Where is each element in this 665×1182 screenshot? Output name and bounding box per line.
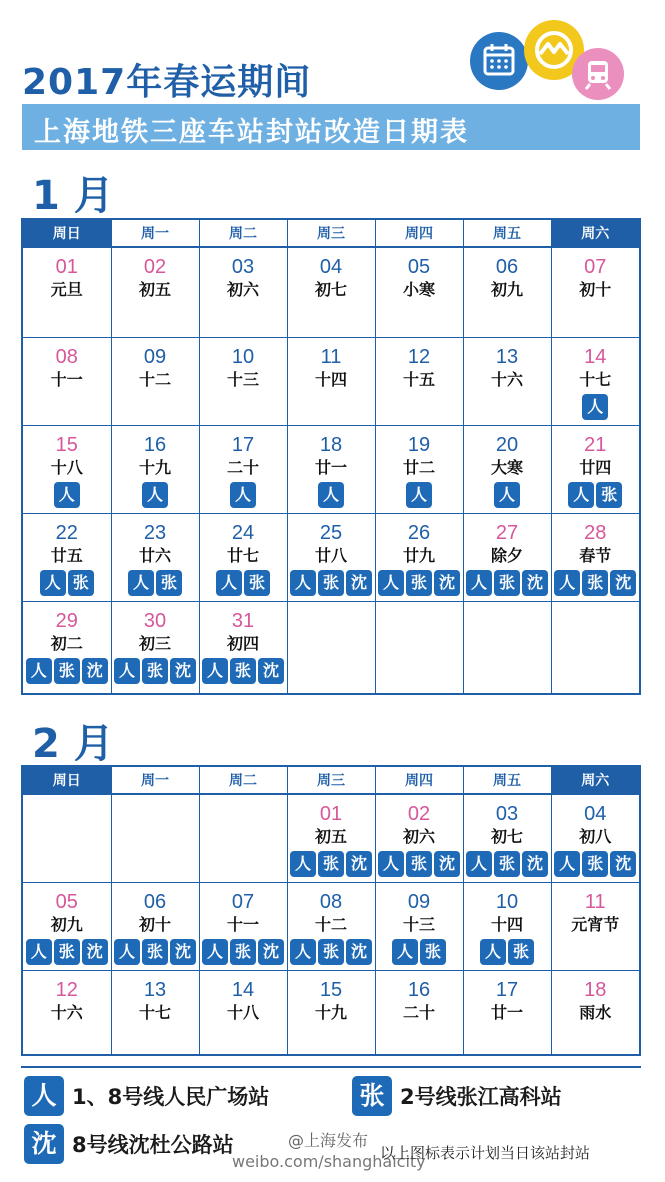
lunar-date: 十七	[138, 1002, 171, 1022]
closure-tags	[23, 658, 111, 684]
lunar-date: 十九	[138, 457, 171, 477]
day-number: 26	[407, 521, 431, 544]
week-row	[23, 513, 639, 601]
station-closure-tag: 人	[54, 482, 80, 508]
closure-tags	[288, 482, 375, 508]
day-cell	[199, 425, 287, 513]
lunar-date: 初九	[490, 280, 523, 299]
lunar-date: 初六	[226, 280, 259, 299]
weekday-header: 周三	[287, 767, 375, 794]
weekday-header: 周六	[551, 767, 639, 794]
day-cell	[111, 970, 199, 1054]
day-number: 23	[143, 521, 167, 544]
station-closure-tag: 人	[26, 939, 52, 965]
footnote: 以上图标表示计划当日该站封站	[380, 1144, 591, 1162]
subtitle-bar	[22, 104, 640, 150]
day-cell	[375, 337, 463, 425]
day-cell	[111, 513, 199, 601]
lunar-date: 十七	[579, 369, 612, 389]
legend-zhangjiang	[352, 1076, 562, 1116]
station-closure-tag: 人	[554, 570, 580, 596]
day-cell	[287, 794, 375, 882]
day-number: 04	[319, 256, 343, 278]
day-number: 06	[495, 256, 519, 278]
day-number: 02	[143, 256, 167, 278]
day-cell	[23, 970, 111, 1054]
lunar-date: 廿七	[226, 545, 259, 565]
calendar-icon	[470, 32, 528, 90]
day-number: 10	[495, 890, 519, 913]
lunar-date: 除夕	[490, 545, 523, 565]
day-number: 20	[495, 433, 519, 456]
legend-zhangjiang-text: 2号线张江高科站	[400, 1085, 562, 1109]
station-closure-tag: 人	[378, 570, 404, 596]
day-number: 03	[231, 256, 255, 278]
page-title: 2017年春运期间	[22, 62, 312, 103]
day-cell	[463, 970, 551, 1054]
station-closure-tag: 张	[406, 851, 432, 877]
closure-tags	[288, 939, 375, 965]
station-closure-tag: 张	[406, 570, 432, 596]
day-number: 01	[319, 803, 343, 825]
day-number: 06	[143, 890, 167, 913]
day-cell	[375, 425, 463, 513]
day-cell	[463, 247, 551, 337]
lunar-date: 初七	[314, 280, 347, 299]
day-cell	[375, 882, 463, 970]
lunar-date: 十三	[402, 914, 435, 934]
lunar-date: 廿六	[138, 545, 171, 565]
station-closure-tag: 人	[466, 851, 492, 877]
day-cell	[287, 513, 375, 601]
day-number: 15	[55, 433, 78, 456]
day-number: 16	[407, 978, 431, 1001]
day-number: 08	[55, 345, 78, 368]
day-number: 10	[231, 345, 255, 368]
day-cell	[199, 601, 287, 693]
station-closure-tag: 张	[582, 570, 608, 596]
day-cell	[199, 970, 287, 1054]
lunar-date: 十一	[226, 914, 259, 934]
station-closure-tag: 人	[406, 482, 432, 508]
station-closure-tag: 人	[202, 939, 228, 965]
closure-tags	[112, 939, 199, 965]
lunar-date: 初三	[138, 633, 171, 653]
day-cell	[551, 337, 639, 425]
weekday-header: 周一	[111, 767, 199, 794]
closure-tags	[288, 570, 375, 596]
station-closure-tag: 张	[318, 939, 344, 965]
day-cell	[199, 513, 287, 601]
train-icon	[572, 48, 624, 100]
legend-renmin-square	[24, 1076, 269, 1116]
closure-tags	[376, 851, 463, 877]
day-number: 17	[495, 978, 519, 1001]
day-number: 16	[143, 433, 167, 456]
station-closure-tag: 沈	[434, 851, 460, 877]
day-number: 11	[584, 890, 606, 913]
station-closure-tag: 张	[68, 570, 94, 596]
lunar-date: 廿一	[314, 457, 347, 477]
closure-tags	[464, 570, 551, 596]
day-cell	[463, 425, 551, 513]
lunar-date: 二十	[226, 457, 259, 477]
day-cell	[375, 513, 463, 601]
station-closure-tag: 张	[508, 939, 534, 965]
watermark-url: weibo.com/shanghaicity	[232, 1152, 426, 1171]
closure-tags	[200, 570, 287, 596]
day-number: 07	[584, 256, 607, 278]
day-cell	[287, 882, 375, 970]
lunar-date: 初十	[579, 280, 612, 299]
lunar-date: 二十	[402, 1002, 435, 1022]
month-title-january: 1 月	[32, 173, 114, 219]
day-cell	[551, 882, 639, 970]
lunar-date: 十二	[138, 369, 171, 389]
day-cell	[23, 337, 111, 425]
empty-day-cell	[375, 601, 463, 693]
empty-day-cell	[199, 794, 287, 882]
day-number: 15	[319, 978, 343, 1001]
station-closure-tag: 人	[290, 570, 316, 596]
weekday-header: 周日	[23, 220, 111, 247]
lunar-date: 初四	[226, 633, 259, 653]
station-closure-tag: 张	[318, 851, 344, 877]
day-cell	[23, 601, 111, 693]
station-closure-tag: 沈	[258, 658, 284, 684]
lunar-date: 大寒	[490, 457, 523, 477]
day-cell	[551, 794, 639, 882]
lunar-date: 廿二	[402, 457, 435, 477]
lunar-date: 元宵节	[571, 914, 620, 934]
day-cell	[551, 513, 639, 601]
station-closure-tag: 张	[596, 482, 622, 508]
lunar-date: 廿八	[314, 545, 347, 565]
closure-tags	[464, 939, 551, 965]
day-number: 31	[231, 609, 255, 632]
station-closure-tag: 沈	[522, 570, 548, 596]
day-number: 14	[584, 345, 607, 368]
day-cell	[23, 882, 111, 970]
lunar-date: 十二	[314, 914, 347, 934]
day-number: 29	[55, 609, 78, 632]
calendar-february	[21, 765, 641, 1056]
lunar-date: 十九	[314, 1002, 347, 1022]
station-closure-tag: 张	[230, 658, 256, 684]
day-number: 13	[143, 978, 167, 1001]
station-closure-tag: 人	[466, 570, 492, 596]
day-cell	[23, 247, 111, 337]
day-number: 22	[55, 521, 78, 544]
closure-tags	[200, 939, 287, 965]
closure-tags	[376, 482, 463, 508]
station-closure-tag: 沈	[610, 570, 636, 596]
station-closure-tag: 张	[582, 851, 608, 877]
day-number: 12	[55, 978, 78, 1001]
closure-tags	[464, 851, 551, 877]
lunar-date: 初九	[50, 914, 83, 934]
closure-tags	[23, 939, 111, 965]
lunar-date: 雨水	[579, 1002, 612, 1022]
station-closure-tag: 张	[420, 939, 446, 965]
week-row	[23, 247, 639, 337]
day-cell	[199, 882, 287, 970]
day-cell	[375, 794, 463, 882]
day-cell	[199, 247, 287, 337]
lunar-date: 十六	[50, 1002, 83, 1022]
closure-tags	[112, 658, 199, 684]
station-closure-tag: 人	[582, 394, 608, 420]
day-number: 09	[143, 345, 167, 368]
day-number: 03	[495, 803, 519, 825]
lunar-date: 初二	[50, 633, 83, 653]
subtitle: 上海地铁三座车站封站改造日期表	[34, 117, 469, 148]
week-row	[23, 882, 639, 970]
closure-tags	[464, 482, 551, 508]
station-closure-tag: 张	[244, 570, 270, 596]
lunar-date: 十八	[50, 457, 83, 477]
station-closure-tag: 张	[142, 939, 168, 965]
empty-day-cell	[287, 601, 375, 693]
station-closure-tag: 张	[156, 570, 182, 596]
day-number: 18	[319, 433, 343, 456]
day-cell	[287, 970, 375, 1054]
day-cell	[463, 882, 551, 970]
station-closure-tag: 人	[568, 482, 594, 508]
watermark: @上海发布	[288, 1131, 369, 1150]
day-cell	[287, 337, 375, 425]
station-closure-tag: 人	[480, 939, 506, 965]
station-closure-tag: 沈	[610, 851, 636, 877]
day-cell	[463, 337, 551, 425]
station-closure-tag: 人	[494, 482, 520, 508]
station-closure-tag: 人	[114, 658, 140, 684]
renmin-square-icon: 人	[24, 1076, 64, 1116]
day-cell	[111, 882, 199, 970]
station-closure-tag: 张	[142, 658, 168, 684]
station-closure-tag: 人	[202, 658, 228, 684]
day-number: 07	[231, 890, 255, 913]
station-closure-tag: 人	[40, 570, 66, 596]
day-cell	[111, 247, 199, 337]
station-closure-tag: 人	[128, 570, 154, 596]
day-number: 04	[584, 803, 607, 825]
station-closure-tag: 人	[318, 482, 344, 508]
week-row	[23, 794, 639, 882]
weekday-header: 周二	[199, 220, 287, 247]
weekday-header: 周六	[551, 220, 639, 247]
day-number: 27	[495, 521, 519, 544]
empty-day-cell	[463, 601, 551, 693]
week-row	[23, 970, 639, 1054]
day-cell	[199, 337, 287, 425]
day-cell	[463, 794, 551, 882]
station-closure-tag: 张	[494, 570, 520, 596]
station-closure-tag: 人	[378, 851, 404, 877]
lunar-date: 十五	[402, 369, 435, 389]
lunar-date: 十四	[314, 369, 347, 389]
day-number: 01	[55, 256, 78, 278]
day-number: 09	[407, 890, 431, 913]
closure-tags	[552, 570, 640, 596]
day-number: 02	[407, 803, 431, 825]
day-cell	[23, 513, 111, 601]
closure-tags	[112, 482, 199, 508]
empty-day-cell	[551, 601, 639, 693]
station-closure-tag: 张	[494, 851, 520, 877]
weekday-header: 周五	[463, 220, 551, 247]
day-number: 11	[320, 345, 342, 368]
empty-day-cell	[23, 794, 111, 882]
lunar-date: 廿九	[402, 545, 435, 565]
closure-tags	[552, 394, 640, 420]
month-title-february: 2 月	[32, 721, 114, 767]
lunar-date: 春节	[579, 545, 612, 565]
day-number: 17	[231, 433, 255, 456]
station-closure-tag: 人	[114, 939, 140, 965]
day-cell	[287, 425, 375, 513]
empty-day-cell	[111, 794, 199, 882]
station-closure-tag: 沈	[346, 851, 372, 877]
day-cell	[551, 970, 639, 1054]
day-number: 12	[407, 345, 431, 368]
day-number: 08	[319, 890, 343, 913]
day-number: 30	[143, 609, 167, 632]
station-closure-tag: 人	[142, 482, 168, 508]
lunar-date: 十六	[490, 369, 523, 389]
day-number: 25	[319, 521, 343, 544]
weekday-header: 周三	[287, 220, 375, 247]
lunar-date: 廿五	[50, 545, 83, 565]
week-row	[23, 337, 639, 425]
legend-shendu-road	[24, 1124, 234, 1164]
week-row	[23, 601, 639, 693]
day-number: 05	[407, 256, 431, 278]
lunar-date: 初八	[579, 827, 612, 846]
station-closure-tag: 沈	[434, 570, 460, 596]
station-closure-tag: 张	[54, 939, 80, 965]
weekday-header: 周五	[463, 767, 551, 794]
weekday-header: 周日	[23, 767, 111, 794]
weekday-header: 周四	[375, 220, 463, 247]
lunar-date: 廿四	[579, 457, 612, 477]
lunar-date: 十一	[50, 369, 83, 389]
weekday-header: 周四	[375, 767, 463, 794]
shendu-road-icon: 沈	[24, 1124, 64, 1164]
closure-tags	[288, 851, 375, 877]
station-closure-tag: 沈	[82, 658, 108, 684]
station-closure-tag: 沈	[522, 851, 548, 877]
station-closure-tag: 沈	[346, 939, 372, 965]
closure-tags	[200, 658, 287, 684]
station-closure-tag: 人	[290, 939, 316, 965]
week-row	[23, 425, 639, 513]
station-closure-tag: 人	[216, 570, 242, 596]
station-closure-tag: 人	[554, 851, 580, 877]
day-cell	[463, 513, 551, 601]
lunar-date: 十八	[226, 1002, 259, 1022]
day-cell	[111, 425, 199, 513]
lunar-date: 初五	[314, 827, 347, 846]
closure-tags	[23, 570, 111, 596]
lunar-date: 廿一	[490, 1002, 523, 1022]
day-cell	[375, 247, 463, 337]
station-closure-tag: 人	[26, 658, 52, 684]
day-cell	[111, 337, 199, 425]
legend-divider	[21, 1066, 641, 1068]
station-closure-tag: 沈	[170, 658, 196, 684]
closure-tags	[200, 482, 287, 508]
closure-tags	[376, 570, 463, 596]
closure-tags	[376, 939, 463, 965]
legend-shendu-road-text: 8号线沈杜公路站	[72, 1133, 234, 1157]
closure-tags	[552, 482, 640, 508]
station-closure-tag: 沈	[258, 939, 284, 965]
day-number: 14	[231, 978, 255, 1001]
closure-tags	[552, 851, 640, 877]
lunar-date: 十四	[490, 914, 523, 934]
station-closure-tag: 张	[54, 658, 80, 684]
station-closure-tag: 人	[230, 482, 256, 508]
day-cell	[23, 425, 111, 513]
day-number: 05	[55, 890, 78, 913]
lunar-date: 初五	[138, 280, 171, 299]
calendar-january	[21, 218, 641, 695]
day-number: 24	[231, 521, 255, 544]
station-closure-tag: 人	[392, 939, 418, 965]
lunar-date: 小寒	[402, 280, 435, 299]
station-closure-tag: 人	[290, 851, 316, 877]
day-number: 21	[584, 433, 607, 456]
lunar-date: 元旦	[50, 280, 83, 299]
lunar-date: 初十	[138, 914, 171, 934]
station-closure-tag: 沈	[346, 570, 372, 596]
day-cell	[287, 247, 375, 337]
station-closure-tag: 张	[318, 570, 344, 596]
station-closure-tag: 张	[230, 939, 256, 965]
zhangjiang-icon: 张	[352, 1076, 392, 1116]
lunar-date: 初七	[490, 827, 523, 846]
day-number: 18	[584, 978, 607, 1001]
day-number: 13	[495, 345, 519, 368]
day-cell	[551, 247, 639, 337]
weekday-header: 周一	[111, 220, 199, 247]
day-cell	[111, 601, 199, 693]
day-number: 19	[407, 433, 431, 456]
closure-tags	[23, 482, 111, 508]
weekday-header: 周二	[199, 767, 287, 794]
lunar-date: 十三	[226, 369, 259, 389]
day-cell	[375, 970, 463, 1054]
lunar-date: 初六	[402, 827, 435, 846]
station-closure-tag: 沈	[82, 939, 108, 965]
day-cell	[551, 425, 639, 513]
closure-tags	[112, 570, 199, 596]
day-number: 28	[584, 521, 607, 544]
station-closure-tag: 沈	[170, 939, 196, 965]
legend-renmin-square-text: 1、8号线人民广场站	[72, 1085, 270, 1109]
